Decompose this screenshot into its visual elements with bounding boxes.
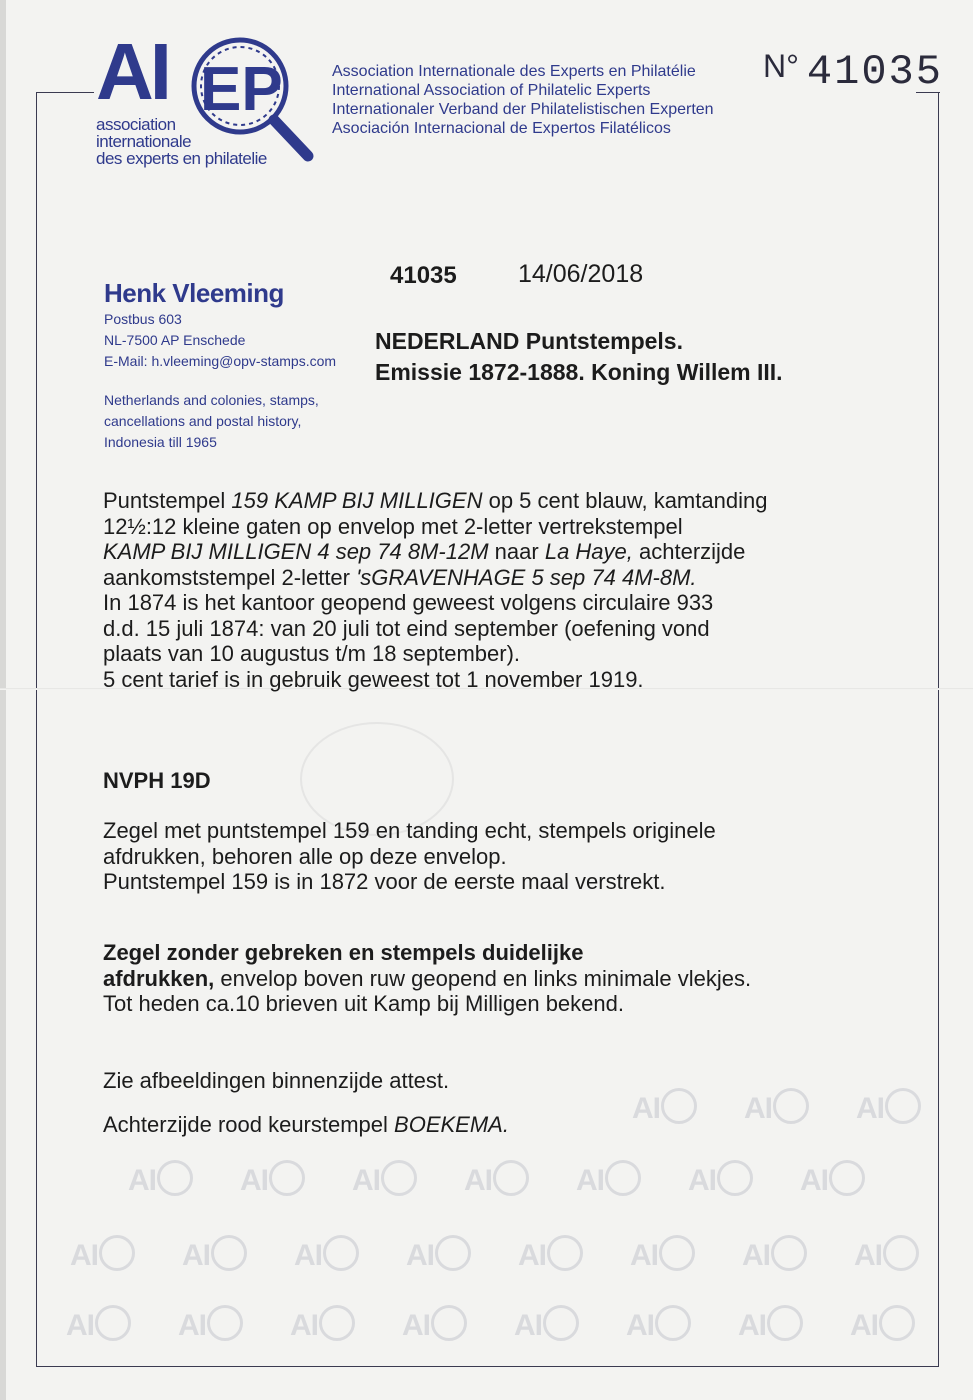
condition-line xyxy=(103,966,751,992)
watermark-logo: AI xyxy=(850,1305,915,1343)
logo-tagline-line: des experts en philatelie xyxy=(96,149,267,168)
verdict xyxy=(103,818,716,895)
logo-tagline-line: association xyxy=(96,115,176,134)
condition xyxy=(103,940,751,1017)
logo-letters: AI xyxy=(96,27,168,116)
text-run: envelop boven ruw geopend en links minimale vlekjes. xyxy=(214,965,752,991)
watermark-logo: AI xyxy=(576,1160,641,1198)
text-run: 159 KAMP BIJ MILLIGEN xyxy=(231,488,483,513)
verdict-line: Zegel met puntstempel 159 en tanding echt, stempels originele xyxy=(103,818,716,843)
expert-address-line: Postbus 603 xyxy=(104,311,182,327)
text-run: Puntstempel xyxy=(103,488,232,513)
expert-specialty xyxy=(104,390,319,453)
text-run: achterzijde xyxy=(632,539,746,564)
watermark-logo: AI xyxy=(518,1235,583,1273)
text-run: aankomststempel 2-letter xyxy=(103,564,357,590)
reference-number: 41035 xyxy=(390,262,457,289)
watermark-logo: AI xyxy=(738,1305,803,1343)
logo-letters-ep: EP xyxy=(200,55,283,124)
watermark-logo: AI xyxy=(514,1305,579,1343)
watermark-logo: AI xyxy=(406,1235,471,1273)
catalogue-number: NVPH 19D xyxy=(103,768,211,793)
watermark-logo: AI xyxy=(464,1160,529,1198)
logo-tagline xyxy=(96,116,267,167)
aiep-logo xyxy=(92,27,322,180)
description-line: 12½:12 kleine gaten op envelop met 2-letter vertrekstempel xyxy=(103,513,683,539)
heading-line: NEDERLAND Puntstempels. xyxy=(375,328,683,354)
text-run: afdrukken, xyxy=(103,965,215,991)
condition-line: Tot heden ca.10 brieven uit Kamp bij Milligen bekend. xyxy=(103,991,624,1016)
watermark-logo: AI xyxy=(290,1305,355,1343)
text-run: Achterzijde rood keurstempel xyxy=(103,1112,395,1137)
expert-address xyxy=(104,309,336,372)
description-line xyxy=(103,539,767,565)
watermark-logo: AI xyxy=(66,1305,131,1343)
logo-tagline-line: internationale xyxy=(96,132,192,151)
association-names xyxy=(332,62,714,138)
watermark-logo: AI xyxy=(178,1305,243,1343)
reference-date: 14/06/2018 xyxy=(518,260,644,288)
expert-name: Henk Vleeming xyxy=(104,278,284,308)
watermark-logo: AI xyxy=(744,1088,809,1126)
watermark-logo: AI xyxy=(688,1160,753,1198)
heading-line: Emissie 1872-1888. Koning Willem III. xyxy=(375,359,783,385)
verdict-line: Puntstempel 159 is in 1872 voor de eerste maal verstrekt. xyxy=(103,869,666,894)
watermark-logo: AI xyxy=(632,1088,697,1126)
text-run: 'sGRAVENHAGE 5 sep 74 4M-8M. xyxy=(356,564,697,590)
page-edge xyxy=(0,0,6,1400)
watermark-logo: AI xyxy=(352,1160,417,1198)
watermark-logo: AI xyxy=(856,1088,921,1126)
watermark-logo: AI xyxy=(294,1235,359,1273)
watermark-logo: AI xyxy=(70,1235,135,1273)
expert-specialty-line: Netherlands and colonies, stamps, xyxy=(104,392,319,408)
association-name-en: International Association of Philatelic Experts xyxy=(332,82,651,99)
description-line: 5 cent tarief is in gebruik geweest tot 1 november 1919. xyxy=(103,666,644,692)
text-run: naar xyxy=(488,539,545,564)
association-name-fr: Association Internationale des Experts en Philatélie xyxy=(332,63,696,80)
certificate-number xyxy=(763,48,943,96)
expert-email: E-Mail: h.vleeming@opv-stamps.com xyxy=(104,353,337,369)
description-line: plaats van 10 augustus t/m 18 september). xyxy=(103,641,521,666)
description-line: d.d. 15 juli 1874: van 20 juli tot eind september (oefening vond xyxy=(103,615,710,641)
watermark-logo: AI xyxy=(742,1235,807,1273)
watermark-logo: AI xyxy=(402,1305,467,1343)
note-stamp xyxy=(103,1112,509,1138)
expert-specialty-line: Indonesia till 1965 xyxy=(104,434,217,450)
watermark-logo: AI xyxy=(240,1160,305,1198)
expert-address-line: NL-7500 AP Enschede xyxy=(104,332,246,348)
text-run: BOEKEMA. xyxy=(394,1112,509,1137)
text-run: KAMP BIJ MILLIGEN 4 sep 74 8M-12M xyxy=(103,539,489,564)
description-line xyxy=(103,565,767,591)
frame-top-left xyxy=(36,92,94,93)
condition-line: Zegel zonder gebreken en stempels duidelijke xyxy=(103,940,584,965)
watermark-logo: AI xyxy=(854,1235,919,1273)
note-images: Zie afbeeldingen binnenzijde attest. xyxy=(103,1068,450,1093)
watermark-logo: AI xyxy=(630,1235,695,1273)
watermark-logo: AI xyxy=(626,1305,691,1343)
watermark-logo: AI xyxy=(800,1160,865,1198)
association-name-de: Internationaler Verband der Philatelistischen Experten xyxy=(332,101,714,118)
watermark-logo: AI xyxy=(128,1160,193,1198)
certificate-number-value: 41035 xyxy=(806,48,943,96)
text-run: op 5 cent blauw, kamtanding xyxy=(482,488,768,513)
association-name-es: Asociación Internacional de Expertos Filatélicos xyxy=(332,120,671,137)
verdict-line: afdrukken, behoren alle op deze envelop. xyxy=(103,843,507,869)
description-line: In 1874 is het kantoor geopend geweest volgens circulaire 933 xyxy=(103,590,714,615)
certificate-number-label: N° xyxy=(763,48,799,84)
certificate-heading xyxy=(375,326,783,388)
watermark-logo: AI xyxy=(182,1235,247,1273)
expert-specialty-line: cancellations and postal history, xyxy=(104,413,302,429)
description xyxy=(103,488,767,692)
text-run: La Haye, xyxy=(544,539,633,564)
description-line xyxy=(103,488,767,514)
